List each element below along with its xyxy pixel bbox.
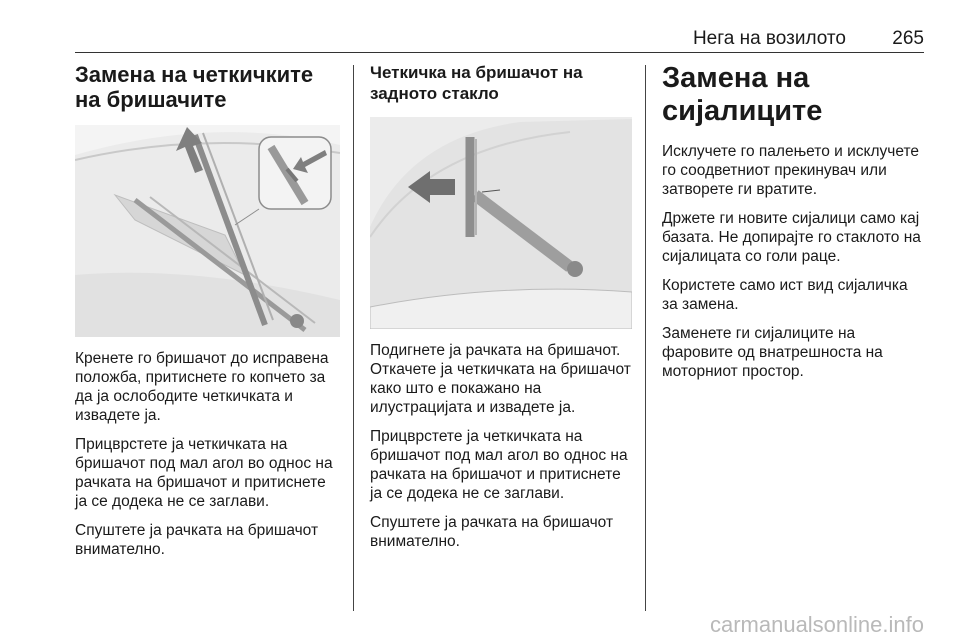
page-number: 265 xyxy=(892,28,924,49)
watermark: carmanualsonline.info xyxy=(709,612,924,637)
paragraph: Користете само ист вид сијаличка за замена. xyxy=(662,277,908,313)
paragraph: Исклучете го палењето и исклучете го соодветниот прекинувач или затворете ги вратите. xyxy=(662,143,919,198)
paragraph: Подигнете ја рачката на бришачот. Откачете ја четкичката на бришачот како што е покажано на илустрацијата и извадете ја. xyxy=(370,342,631,416)
rear-wiper-illustration xyxy=(370,117,632,329)
heading-rear-wiper: Четкичка на бришачот на задното стакло xyxy=(370,63,583,103)
paragraph: Прицврстете ја четкичката на бришачот под мал агол во однос на рачката на бришачот и притиснете ја се додека не се заглави. xyxy=(370,428,628,502)
paragraph: Држете ги новите сијалици само кај базата. Не допирајте го стаклото на сијалицата со голи раце. xyxy=(662,210,921,265)
column-wiper-blades xyxy=(75,62,340,569)
page-header xyxy=(75,26,924,53)
column-divider-1 xyxy=(353,65,354,611)
paragraph: Кренете го бришачот до исправена положба, притиснете го копчето за да ја ослободите четкичката и извадете ја. xyxy=(75,350,329,424)
column-rear-wiper xyxy=(370,62,632,561)
heading-bulb-replacement: Замена на сијалиците xyxy=(662,62,823,127)
paragraph: Спуштете ја рачката на бришачот внимателно. xyxy=(75,522,319,558)
windshield-wiper-illustration xyxy=(75,125,340,337)
paragraph: Заменете ги сијалиците на фаровите од внатрешноста на моторниот простор. xyxy=(662,325,883,380)
column-bulb-replacement xyxy=(662,62,926,391)
heading-wiper-blades: Замена на четкичките на бришачите xyxy=(75,62,314,112)
paragraph: Спуштете ја рачката на бришачот внимателно. xyxy=(370,514,614,550)
section-title: Нега на возилото xyxy=(692,28,846,49)
paragraph: Прицврстете ја четкичката на бришачот под мал агол во однос на рачката на бришачот и притиснете ја се додека не се заглави. xyxy=(75,436,333,510)
column-divider-2 xyxy=(645,65,646,611)
